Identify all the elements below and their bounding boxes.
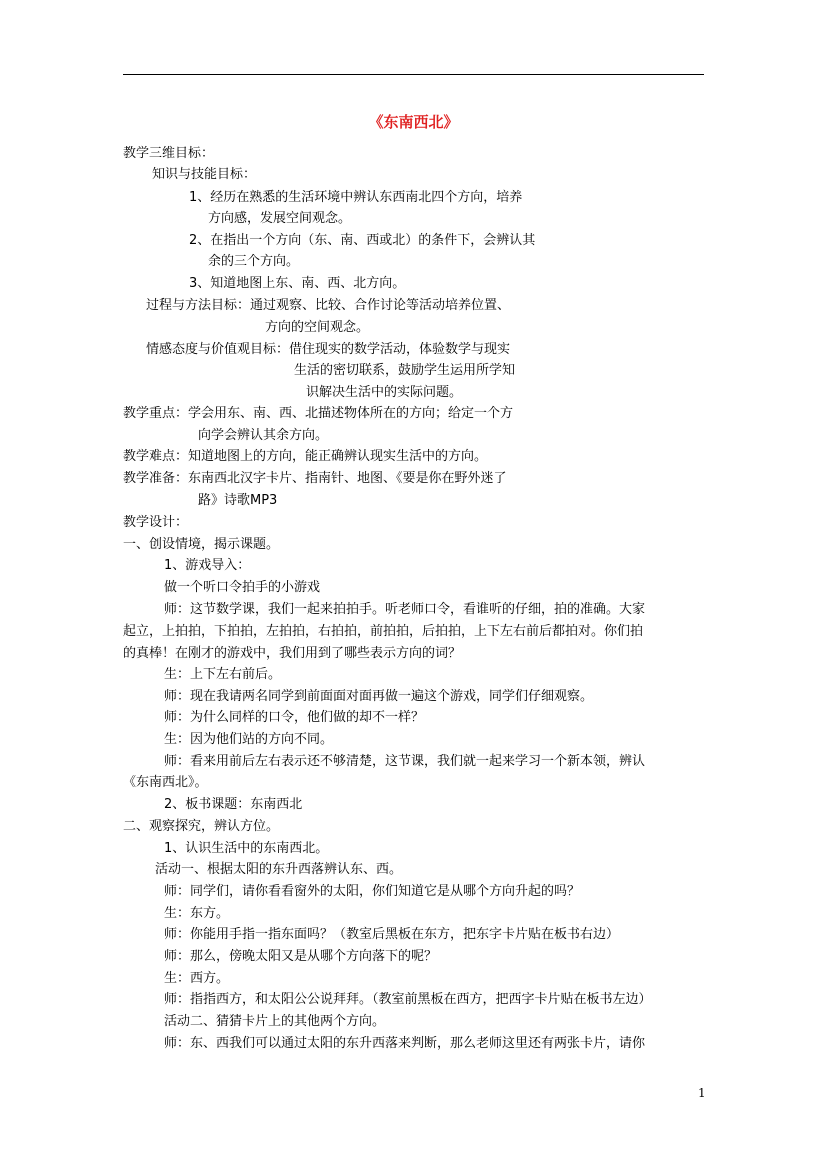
text-line: 教学三维目标：: [123, 146, 215, 161]
page-number: 1: [698, 1086, 706, 1100]
text-line: 教学设计：: [123, 515, 189, 530]
text-line: 教学准备：东南西北汉字卡片、指南针、地图、《要是你在野外迷了: [123, 471, 507, 486]
document-title: 《东南西北》: [368, 113, 459, 131]
text-line: 的真棒！在刚才的游戏中，我们用到了哪些表示方向的词？: [123, 646, 462, 661]
text-line: 1、认识生活中的东南西北。: [164, 841, 329, 856]
text-line: 师：东、西我们可以通过太阳的东升西落来判断，那么老师这里还有两张卡片，请你: [164, 1036, 646, 1051]
text-line: 一、创设情境，揭示课题。: [123, 537, 280, 552]
text-line: 过程与方法目标：通过观察、比较、合作讨论等活动培养位置、: [146, 298, 511, 313]
text-line: 师：现在我请两名同学到前面面对面再做一遍这个游戏，同学们仔细观察。: [164, 689, 594, 704]
text-line: 识解决生活中的实际问题。: [306, 385, 463, 400]
text-line: 起立，上拍拍，下拍拍，左拍拍，右拍拍，前拍拍，后拍拍，上下左右前后都拍对。你们拍: [123, 624, 644, 639]
text-line: 生：西方。: [164, 971, 230, 986]
text-line: 师：那么，傍晚太阳又是从哪个方向落下的呢？: [164, 949, 438, 964]
text-line: 1、经历在熟悉的生活环境中辨认东西南北四个方向，培养: [189, 190, 523, 205]
text-line: 生：东方。: [164, 906, 230, 921]
text-line: 师：为什么同样的口令，他们做的却不一样？: [164, 710, 425, 725]
text-line: 3、知道地图上东、南、西、北方向。: [189, 276, 406, 291]
text-line: 情感态度与价值观目标：借住现实的数学活动，体验数学与现实: [146, 342, 511, 357]
header-rule: [123, 74, 704, 75]
text-line: 生：因为他们站的方向不同。: [164, 732, 334, 747]
text-line: 《东南西北》。: [123, 775, 208, 790]
text-line: 余的三个方向。: [208, 254, 300, 269]
text-line: 向学会辨认其余方向。: [198, 428, 329, 443]
text-line: 活动一、根据太阳的东升西落辨认东、西。: [155, 862, 403, 877]
text-line: 师：你能用手指一指东面吗？（教室后黑板在东方，把东字卡片贴在板书右边）: [164, 927, 620, 942]
text-line: 二、观察探究，辨认方位。: [123, 819, 280, 834]
text-line: 2、板书课题：东南西北: [164, 797, 303, 812]
text-line: 活动二、猜猜卡片上的其他两个方向。: [164, 1014, 386, 1029]
text-line: 师：指指西方，和太阳公公说拜拜。（教室前黑板在西方，把西字卡片贴在板书左边）: [164, 992, 652, 1007]
text-line: 方向的空间观念。: [265, 320, 370, 335]
text-line: 1、游戏导入：: [164, 558, 251, 573]
text-line: 教学难点：知道地图上的方向，能正确辨认现实生活中的方向。: [123, 449, 488, 464]
text-line: 知识与技能目标：: [152, 167, 257, 182]
text-line: 做一个听口令拍手的小游戏: [164, 580, 321, 595]
text-line: 师：同学们，请你看看窗外的太阳，你们知道它是从哪个方向升起的吗？: [164, 884, 581, 899]
text-line: 师：这节数学课，我们一起来拍拍手。听老师口令，看谁听的仔细，拍的准确。大家: [164, 602, 646, 617]
text-line: 教学重点：学会用东、南、西、北描述物体所在的方向；给定一个方: [123, 406, 514, 421]
text-line: 生：上下左右前后。: [164, 667, 282, 682]
text-line: 方向感，发展空间观念。: [208, 211, 352, 226]
text-line: 师：看来用前后左右表示还不够清楚，这节课，我们就一起来学习一个新本领，辨认: [164, 754, 646, 769]
text-line: 生活的密切联系，鼓励学生运用所学知: [294, 363, 516, 378]
text-line: 2、在指出一个方向（东、南、西或北）的条件下，会辨认其: [189, 233, 536, 248]
text-line: 路》诗歌MP3: [198, 493, 278, 508]
